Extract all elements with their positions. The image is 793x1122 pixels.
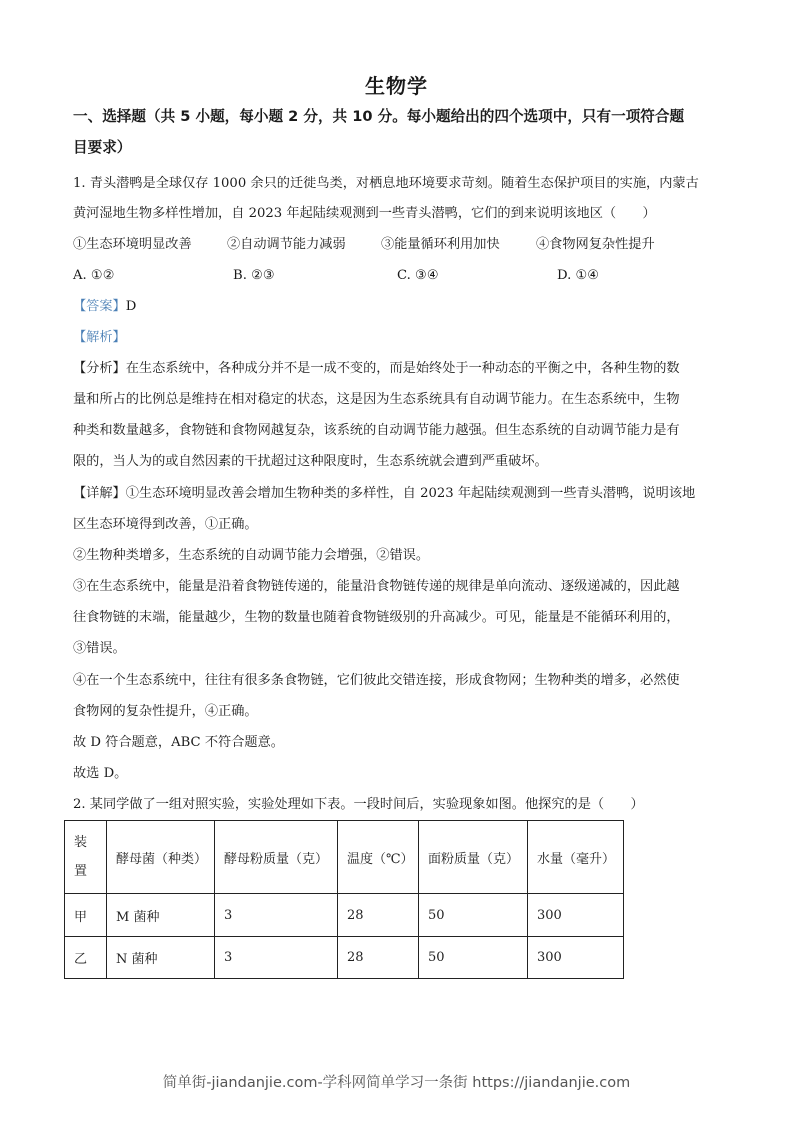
experiment-table bbox=[64, 820, 624, 979]
xiangjie-line-8: 食物网的复杂性提升，④正确。 bbox=[73, 704, 258, 719]
header-cell-yeast-type: 酵母菌（种类） bbox=[107, 821, 215, 894]
xiangjie-line-7: ④在一个生态系统中，往往有很多条食物链，它们彼此交错连接，形成食物网；生物种类的增多，必然使 bbox=[73, 673, 680, 688]
header-cell-water: 水量（毫升） bbox=[528, 821, 624, 894]
answer-label: 【答案】 bbox=[73, 299, 126, 314]
header-cell-temperature: 温度（℃） bbox=[338, 821, 419, 894]
q1-option-d: D. ①④ bbox=[557, 268, 600, 283]
xiangjie-line-2: 区生态环境得到改善，①正确。 bbox=[73, 517, 258, 532]
section-header-line-1: 一、选择题（共 5 小题，每小题 2 分，共 10 分。每小题给出的四个选项中，只有一项符合题 bbox=[73, 108, 685, 125]
table-header-row bbox=[65, 821, 624, 894]
table-row bbox=[65, 937, 624, 979]
cell-yeast-mass: 3 bbox=[215, 894, 338, 937]
xiangjie-line-6: ③错误。 bbox=[73, 641, 126, 656]
cell-water: 300 bbox=[528, 894, 624, 937]
header-device-char-2: 置 bbox=[74, 864, 88, 879]
fenxi-line-2: 量和所占的比例总是维持在相对稳定的状态，这是因为生态系统具有自动调节能力。在生态系统中，生物 bbox=[73, 392, 680, 407]
q1-option-c: C. ③④ bbox=[397, 268, 439, 283]
section-header-line-2: 目要求） bbox=[73, 139, 132, 156]
xiangjie-line-4: ③在生态系统中，能量是沿着食物链传递的，能量沿食物链传递的规律是单向流动、逐级递减的，因此越 bbox=[73, 579, 680, 594]
fenxi-line-3: 种类和数量越多，食物链和食物网越复杂，该系统的自动调节能力越强。但生态系统的自动调节能力是有 bbox=[73, 423, 680, 438]
q1-option-a: A. ①② bbox=[73, 268, 115, 283]
q1-statement-3: ③能量循环利用加快 bbox=[381, 237, 500, 252]
xiangjie-line-5: 往食物链的末端，能量越少，生物的数量也随着食物链级别的升高减少。可见，能量是不能循环利用的， bbox=[73, 610, 680, 625]
cell-temperature: 28 bbox=[338, 937, 419, 979]
xiangjie-line-3: ②生物种类增多，生态系统的自动调节能力会增强，②错误。 bbox=[73, 548, 430, 563]
xiangjie-label: 【详解】 bbox=[73, 486, 126, 501]
q1-statement-2: ②自动调节能力减弱 bbox=[227, 237, 346, 252]
xiangjie-text: ①生态环境明显改善会增加生物种类的多样性，自 2023 年起陆续观测到一些青头潜鸭，说明该地 bbox=[125, 486, 696, 501]
q1-option-b: B. ②③ bbox=[233, 268, 275, 283]
final-choice-line: 故选 D。 bbox=[73, 766, 128, 781]
answer-value: D bbox=[125, 299, 137, 314]
header-device-char-1: 装 bbox=[74, 835, 88, 850]
cell-water: 300 bbox=[528, 937, 624, 979]
fenxi-line-4: 限的，当人为的或自然因素的干扰超过这种限度时，生态系统就会遭到严重破坏。 bbox=[73, 454, 548, 469]
analysis-label: 【解析】 bbox=[73, 330, 126, 345]
fenxi-line-1 bbox=[73, 360, 733, 378]
cell-flour-mass: 50 bbox=[419, 894, 528, 937]
cell-yeast-type: N 菌种 bbox=[107, 937, 215, 979]
q1-answer bbox=[73, 298, 733, 316]
page-title: 生物学 bbox=[365, 74, 428, 98]
cell-flour-mass: 50 bbox=[419, 937, 528, 979]
cell-yeast-type: M 菌种 bbox=[107, 894, 215, 937]
cell-device: 乙 bbox=[65, 937, 107, 979]
header-cell-device bbox=[65, 821, 107, 894]
fenxi-label: 【分析】 bbox=[73, 361, 126, 376]
q1-stem-line-1: 1. 青头潜鸭是全球仅存 1000 余只的迁徙鸟类，对栖息地环境要求苛刻。随着生态保护项目的实施，内蒙古 bbox=[73, 176, 699, 191]
q1-stem-line-2: 黄河湿地生物多样性增加，自 2023 年起陆续观测到一些青头潜鸭，它们的到来说明该地区（ ） bbox=[73, 206, 656, 221]
cell-device: 甲 bbox=[65, 894, 107, 937]
q1-statement-1: ①生态环境明显改善 bbox=[73, 237, 192, 252]
q2-stem: 2. 某同学做了一组对照实验，实验处理如下表。一段时间后，实验现象如图。他探究的是（ ） bbox=[73, 797, 644, 812]
fenxi-text: 在生态系统中，各种成分并不是一成不变的，而是始终处于一种动态的平衡之中，各种生物的数 bbox=[125, 361, 680, 376]
cell-yeast-mass: 3 bbox=[215, 937, 338, 979]
header-cell-yeast-mass: 酵母粉质量（克） bbox=[215, 821, 338, 894]
footer-watermark: 简单街-jiandanjie.com-学科网简单学习一条街 https://jiandanjie.com bbox=[162, 1075, 631, 1091]
table-row bbox=[65, 894, 624, 937]
cell-temperature: 28 bbox=[338, 894, 419, 937]
conclusion-line: 故 D 符合题意，ABC 不符合题意。 bbox=[73, 735, 284, 750]
xiangjie-line-1 bbox=[73, 485, 733, 503]
header-cell-flour-mass: 面粉质量（克） bbox=[419, 821, 528, 894]
q1-statement-4: ④食物网复杂性提升 bbox=[536, 237, 655, 252]
